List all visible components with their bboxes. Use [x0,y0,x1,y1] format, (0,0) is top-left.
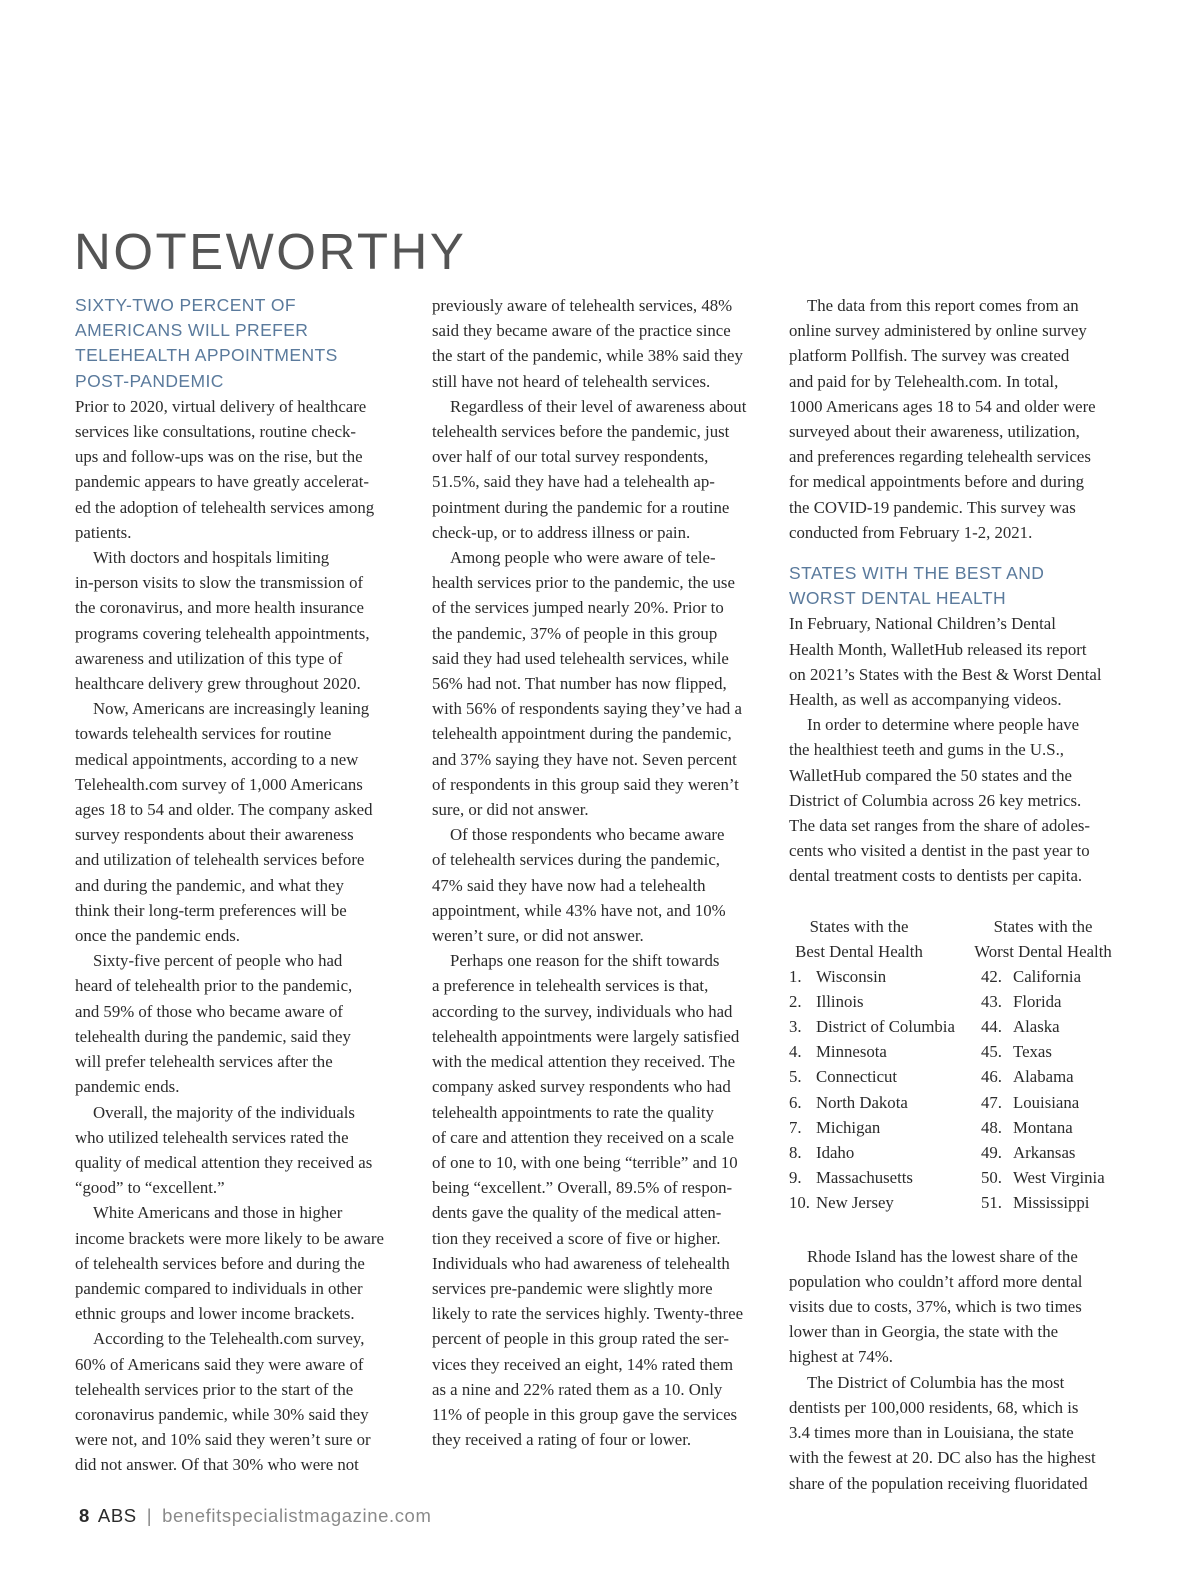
state-name: Idaho [816,1142,855,1162]
text-line: Regardless of their level of awareness about [450,396,747,416]
text-line: and during the pandemic, and what they [75,875,344,895]
text-line: Among people who were aware of tele- [450,548,716,568]
text-line: the coronavirus, and more health insurance [75,598,364,618]
state-name: New Jersey [816,1193,894,1213]
state-rank: 10. [789,1193,810,1213]
state-name: Louisiana [1013,1092,1080,1112]
state-rank: 8. [789,1142,802,1162]
text-line: In order to determine where people have [807,715,1080,735]
state-rank: 1. [789,966,802,986]
text-line: the healthiest teeth and gums in the U.S., [789,740,1064,760]
worst-state-item [981,1140,1121,1165]
best-states-list [789,964,965,1216]
section-title: NOTEWORTHY [74,223,467,280]
best-states-header [789,914,929,964]
text-line: of the services jumped nearly 20%. Prior to [432,598,724,618]
text-line: dentists per 100,000 residents, 68, which is [789,1397,1079,1417]
text-line: the pandemic, 37% of people in this group [432,623,718,643]
text-line: said they had used telehealth services, while [432,648,729,668]
paragraph [789,1244,1119,1370]
header-line: States with the [993,916,1093,936]
text-line: towards telehealth services for routine [75,724,332,744]
text-line: company asked survey respondents who had [432,1077,731,1097]
text-line: surveyed about their awareness, utilization, [789,422,1080,442]
text-line: conducted from February 1-2, 2021. [789,522,1033,542]
text-line: “good” to “excellent.” [75,1178,225,1198]
best-state-item [789,1190,965,1215]
article-headline [789,561,1119,611]
text-line: In February, National Children’s Dental [789,614,1056,634]
paragraph [432,948,766,1452]
best-state-item [789,1064,965,1089]
text-line: Telehealth.com survey of 1,000 Americans [75,774,363,794]
page-footer [79,1505,431,1527]
text-line: 60% of Americans said they were aware of [75,1354,364,1374]
paragraph [75,948,408,1099]
worst-state-item [981,1190,1121,1215]
headline-line: STATES WITH THE BEST AND [789,563,1045,584]
text-line: income brackets were more likely to be aware [75,1228,384,1248]
text-line: the start of the pandemic, while 38% said they [432,346,743,366]
text-line: Sixty-five percent of people who had [93,951,343,971]
text-line: and 59% of those who became aware of [75,1001,343,1021]
text-line: and utilization of telehealth services before [75,850,365,870]
state-name: Arkansas [1013,1142,1076,1162]
text-line: services pre-pandemic were slightly more [432,1278,713,1298]
text-line: percent of people in this group rated the ser- [432,1329,729,1349]
best-state-item [789,989,965,1014]
state-rank: 45. [981,1042,1002,1062]
best-state-item [789,1039,965,1064]
headline-line: TELEHEALTH APPOINTMENTS [75,345,338,366]
worst-state-item [981,989,1121,1014]
text-line: quality of medical attention they received as [75,1152,373,1172]
text-line: The District of Columbia has the most [807,1372,1065,1392]
text-line: appointment, while 43% have not, and 10% [432,900,726,920]
worst-states-list [981,964,1121,1216]
text-line: 47% said they have now had a telehealth [432,875,706,895]
text-line: Prior to 2020, virtual delivery of healthcare [75,396,367,416]
state-rank: 49. [981,1142,1002,1162]
paragraph [75,1200,408,1326]
text-line: Health, as well as accompanying videos. [789,690,1062,710]
state-rank: 9. [789,1168,802,1188]
paragraph [432,545,766,822]
paragraph [75,696,408,948]
dental-findings [789,1244,1119,1496]
text-line: on 2021’s States with the Best & Worst Dental [789,664,1102,684]
state-name: Illinois [816,991,864,1011]
worst-state-item [981,1014,1121,1039]
text-line: telehealth appointments were largely satisfied [432,1026,740,1046]
text-line: telehealth services prior to the start of the [75,1379,354,1399]
state-name: California [1013,966,1082,986]
text-line: once the pandemic ends. [75,926,240,946]
text-line: Overall, the majority of the individuals [93,1102,355,1122]
footer-separator: | [146,1505,153,1526]
state-rank: 42. [981,966,1002,986]
state-name: Alaska [1013,1017,1060,1037]
text-line: the COVID-19 pandemic. This survey was [789,497,1076,517]
paragraph [789,293,1119,545]
dental-intro [789,611,1119,888]
paragraph [789,712,1119,888]
text-line: and 37% saying they have not. Seven percent [432,749,737,769]
worst-state-item [981,1115,1121,1140]
text-line: The data from this report comes from an [807,296,1079,315]
website-link[interactable]: benefitspecialistmagazine.com [162,1505,432,1526]
state-rank: 3. [789,1017,802,1037]
text-line: telehealth appointment during the pandemic, [432,724,732,744]
text-line: White Americans and those in higher [93,1203,343,1223]
text-line: The data set ranges from the share of adoles- [789,816,1091,836]
text-line: of telehealth services during the pandemic, [432,850,720,870]
text-line: of one to 10, with one being “terrible” and 10 [432,1152,738,1172]
text-line: ups and follow-ups was on the rise, but the [75,447,363,467]
paragraph [75,1326,408,1477]
text-line: and preferences regarding telehealth services [789,447,1091,467]
text-line: programs covering telehealth appointments, [75,623,370,643]
text-line: dents gave the quality of the medical atten- [432,1203,722,1223]
state-rank: 47. [981,1092,1002,1112]
text-line: Now, Americans are increasingly leaning [93,699,370,719]
state-rank: 43. [981,991,1002,1011]
headline-line: AMERICANS WILL PREFER [75,320,309,341]
text-line: 51.5%, said they have had a telehealth ap- [432,472,715,492]
article-headline [75,293,408,394]
text-line: and paid for by Telehealth.com. In total, [789,371,1059,391]
paragraph [75,545,408,696]
text-line: survey respondents about their awareness [75,825,354,845]
best-state-item [789,1115,965,1140]
state-name: Alabama [1013,1067,1074,1087]
best-state-item [789,1165,965,1190]
state-name: District of Columbia [816,1017,955,1037]
text-line: who utilized telehealth services rated the [75,1127,349,1147]
paragraph [789,1370,1119,1496]
text-line: with the fewest at 20. DC also has the highest [789,1448,1096,1468]
text-line: still have not heard of telehealth services. [432,371,711,391]
paragraph [432,293,766,394]
state-name: Wisconsin [816,966,887,986]
text-line: population who couldn’t afford more dental [789,1271,1083,1291]
text-line: said they became aware of the practice since [432,321,731,341]
header-line: States with the [809,916,909,936]
column-3-body [789,293,1119,545]
text-line: highest at 74%. [789,1347,893,1367]
magazine-name: ABS [97,1505,137,1526]
column-3 [789,293,1119,1496]
state-name: West Virginia [1013,1168,1105,1188]
worst-state-item [981,1090,1121,1115]
text-line: with the medical attention they received. The [432,1052,736,1072]
text-line: likely to rate the services highly. Twenty-three [432,1304,744,1324]
state-name: Florida [1013,991,1062,1011]
text-line: 56% had not. That number has now flipped, [432,674,727,694]
text-line: platform Pollfish. The survey was created [789,346,1070,366]
text-line: With doctors and hospitals limiting [93,548,330,568]
text-line: services like consultations, routine check- [75,422,356,442]
best-state-item [789,1014,965,1039]
text-line: healthcare delivery grew throughout 2020. [75,674,361,694]
column-1 [75,293,408,1478]
state-name: Montana [1013,1117,1073,1137]
worst-state-item [981,1039,1121,1064]
text-line: pointment during the pandemic for a routine [432,497,730,517]
worst-state-item [981,1064,1121,1089]
text-line: of care and attention they received on a scale [432,1127,734,1147]
text-line: they received a rating of four or lower. [432,1430,692,1450]
text-line: Rhode Island has the lowest share of the [807,1246,1078,1266]
paragraph [75,394,408,545]
worst-state-item [981,1165,1121,1190]
column-1-body [75,394,408,1478]
headline-line: POST-PANDEMIC [75,370,224,391]
text-line: as a nine and 22% rated them as a 10. Only [432,1379,723,1399]
text-line: Individuals who had awareness of telehealth [432,1253,730,1273]
state-name: Michigan [816,1117,881,1137]
text-line: for medical appointments before and during [789,472,1084,492]
worst-states-header [967,914,1119,964]
text-line: according to the survey, individuals who had [432,1001,733,1021]
text-line: 11% of people in this group gave the services [432,1404,738,1424]
text-line: over half of our total survey respondents, [432,447,709,467]
text-line: Health Month, WalletHub released its report [789,639,1087,659]
text-line: medical appointments, according to a new [75,749,359,769]
text-line: WalletHub compared the 50 states and the [789,765,1072,785]
text-line: awareness and utilization of this type of [75,648,343,668]
header-line: Best Dental Health [795,941,923,961]
state-name: North Dakota [816,1092,908,1112]
text-line: visits due to costs, 37%, which is two times [789,1297,1082,1317]
text-line: a preference in telehealth services is that, [432,976,709,996]
text-line: heard of telehealth prior to the pandemic, [75,976,353,996]
column-2 [432,293,766,1452]
text-line: will prefer telehealth services after the [75,1052,333,1072]
text-line: think their long-term preferences will be [75,900,347,920]
text-line: Of those respondents who became aware [450,825,725,845]
paragraph [789,611,1119,712]
state-rank: 5. [789,1067,802,1087]
text-line: in-person visits to slow the transmission of [75,573,364,593]
text-line: telehealth services before the pandemic, just [432,422,730,442]
text-line: pandemic ends. [75,1077,180,1097]
headline-line: WORST DENTAL HEALTH [789,588,1006,609]
state-rank: 46. [981,1067,1002,1087]
text-line: tion they received a score of five or higher. [432,1228,721,1248]
text-line: were not, and 10% said they weren’t sure or [75,1430,371,1450]
text-line: dental treatment costs to dentists per capita. [789,866,1083,886]
text-line: pandemic compared to individuals in other [75,1278,363,1298]
text-line: of telehealth services before and during the [75,1253,365,1273]
state-rank: 48. [981,1117,1002,1137]
state-name: Connecticut [816,1067,898,1087]
text-line: 1000 Americans ages 18 to 54 and older were [789,396,1096,416]
text-line: vices they received an eight, 14% rated them [432,1354,734,1374]
text-line: lower than in Georgia, the state with the [789,1322,1059,1342]
text-line: share of the population receiving fluoridated [789,1473,1088,1493]
text-line: telehealth appointments to rate the quality [432,1102,714,1122]
text-line: being “excellent.” Overall, 89.5% of respon- [432,1178,733,1198]
text-line: cents who visited a dentist in the past year to [789,841,1090,861]
paragraph [432,822,766,948]
state-rank: 4. [789,1042,802,1062]
text-line: patients. [75,522,132,542]
text-line: Perhaps one reason for the shift towards [450,951,720,971]
state-rank: 50. [981,1168,1002,1188]
paragraph [75,1100,408,1201]
text-line: health services prior to the pandemic, the use [432,573,735,593]
state-name: Mississippi [1013,1193,1090,1213]
text-line: ethnic groups and lower income brackets. [75,1304,355,1324]
text-line: pandemic appears to have greatly accelerat- [75,472,369,492]
state-rank: 44. [981,1017,1002,1037]
text-line: telehealth during the pandemic, said they [75,1026,351,1046]
text-line: District of Columbia across 26 key metrics. [789,790,1082,810]
state-name: Minnesota [816,1042,887,1062]
state-name: Texas [1013,1042,1052,1062]
state-rank: 7. [789,1117,802,1137]
page-number: 8 [79,1505,90,1526]
worst-state-item [981,964,1121,989]
state-name: Massachusetts [816,1168,913,1188]
state-rank: 2. [789,991,802,1011]
text-line: online survey administered by online survey [789,321,1087,341]
states-table [789,914,1119,1217]
text-line: sure, or did not answer. [432,800,589,820]
headline-line: SIXTY-TWO PERCENT OF [75,295,296,315]
best-state-item [789,964,965,989]
state-rank: 51. [981,1193,1002,1213]
text-line: According to the Telehealth.com survey, [93,1329,365,1349]
text-line: check-up, or to address illness or pain. [432,522,691,542]
text-line: previously aware of telehealth services, 48% [432,296,733,315]
text-line: coronavirus pandemic, while 30% said they [75,1404,369,1424]
text-line: 3.4 times more than in Louisiana, the state [789,1423,1074,1443]
text-line: with 56% of respondents saying they’ve had a [432,699,742,719]
text-line: weren’t sure, or did not answer. [432,926,644,946]
text-line: did not answer. Of that 30% who were not [75,1455,359,1475]
text-line: ages 18 to 54 and older. The company asked [75,800,373,820]
state-rank: 6. [789,1092,802,1112]
column-2-body [432,293,766,1452]
best-state-item [789,1090,965,1115]
best-state-item [789,1140,965,1165]
text-line: of respondents in this group said they weren’t [432,774,739,794]
paragraph [432,394,766,545]
header-line: Worst Dental Health [974,941,1112,961]
text-line: ed the adoption of telehealth services among [75,497,375,517]
